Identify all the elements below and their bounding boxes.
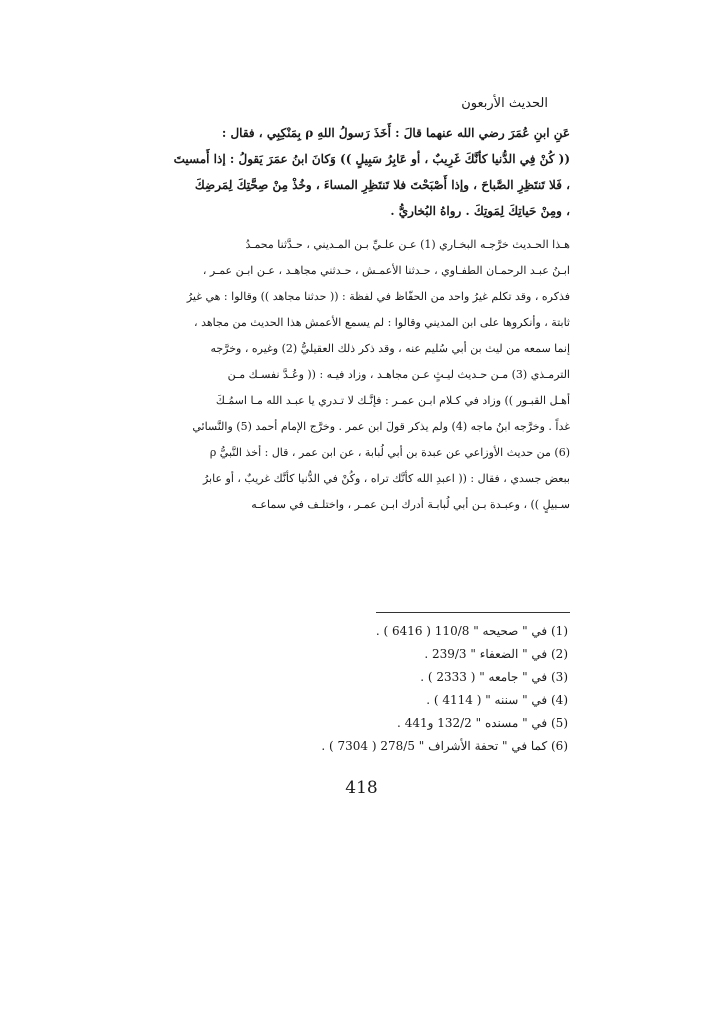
- commentary-line: (6) من حديث الأوزاعي عن عبدة بن أبي لُبابة ، عن ابن عمر ، قال : أخذ النَّبيُّ ρ: [209, 446, 570, 459]
- commentary-line: ببعض جسدي ، فقال : (( اعبدِ الله كأنَّك تراه ، وكُنْ في الدُّنيا كأنَّك غريبٌ ، أو عابرُ: [202, 472, 570, 485]
- footnote-3: (3) في " جامعه " ( 2333 ) .: [420, 670, 568, 684]
- main-text: [160, 120, 570, 518]
- hadith-line: ، فَلا تَنتَظِرِ الصَّباحَ ، وإذا أَصْبَحْتَ فلا تَنتَظِرِ المساءَ ، وخُذْ مِنْ صِحَّتِكَ لِمَرضِكَ: [194, 178, 570, 192]
- footnotes: [160, 620, 570, 758]
- commentary-line: الترمـذي (3) مـن حـديث ليـثٍ عـن مجاهـد ، وزاد فيـه : (( وعُـدَّ نفسـك مـن: [227, 368, 570, 381]
- commentary-line: أهـل القبـور )) وزاد في كـلام ابـن عمـر : فإنَّـك لا تـدري يا عبـد الله مـا اسمُـكَ: [215, 394, 570, 407]
- hadith-line: (( كُنْ فِي الدُّنيا كأنَّكَ غَرِيبٌ ، أو عَابِرُ سَبِيلٍ )) وَكانَ ابنُ عمَرَ يَقولُ : إذا أَمسيتَ: [173, 152, 570, 166]
- footnote-4: (4) في " سننه " ( 4114 ) .: [426, 693, 568, 707]
- commentary-line: فذكره ، وقد تكلم غيرُ واحد من الحفّاظ في لفظة : (( حدثنا مجاهد )) وقالوا : هي غيرُ: [186, 290, 570, 303]
- commentary-line: ابـنُ عبـد الرحمـان الطفـاوي ، حـدثنا الأعمـش ، حـدثني مجاهـد ، عـن ابـن عمـر ،: [202, 264, 570, 277]
- hadith-line: عَنِ ابنِ عُمَرَ رضي الله عنهما قالَ : أَخَذَ رَسولُ اللهِ ρ بِمَنْكِبِي ، فقال :: [221, 126, 570, 140]
- footnote-1: (1) في " صحيحه " 110/8 ( 6416 ) .: [375, 624, 568, 638]
- commentary-line: هـذا الحـديث خرَّجـه البخـاري (1) عـن علـيِّ بـن المـديني ، حـدَّثنا محمـدُ: [245, 238, 570, 251]
- commentary-line: سـبيلٍ )) ، وعبـدة بـن أبي لُبابـة أدرك ابـن عمـر ، واختلـف في سماعـه: [251, 498, 570, 511]
- footnote-5: (5) في " مسنده " 132/2 و441 .: [397, 716, 568, 730]
- running-header: الحديث الأربعون: [461, 96, 548, 111]
- footnote-6: (6) كما في " تحفة الأشراف " 278/5 ( 7304 ) .: [321, 739, 568, 753]
- page-number: 418: [345, 778, 378, 798]
- commentary-line: غداً . وخرَّجه ابنُ ماجه (4) ولم يذكر قولَ ابن عمر . وخرَّج الإمام أحمد (5) والنَّسائي: [192, 420, 570, 433]
- hadith-line: ، ومِنْ حَياتِكَ لِمَوتِكَ . رواهُ البُخاريُّ .: [390, 204, 570, 218]
- footnote-2: (2) في " الضعفاء " 239/3 .: [424, 647, 568, 661]
- commentary-line: ثابتة ، وأنكروها على ابن المديني وقالوا : لم يسمع الأعمش هذا الحديث من مجاهد ،: [194, 316, 570, 329]
- footnote-divider: [376, 612, 570, 613]
- commentary-line: إنما سمعه من ليث بن أبي سُليم عنه ، وقد ذكر ذلك العقيليُّ (2) وغيره ، وخرَّجه: [210, 342, 570, 355]
